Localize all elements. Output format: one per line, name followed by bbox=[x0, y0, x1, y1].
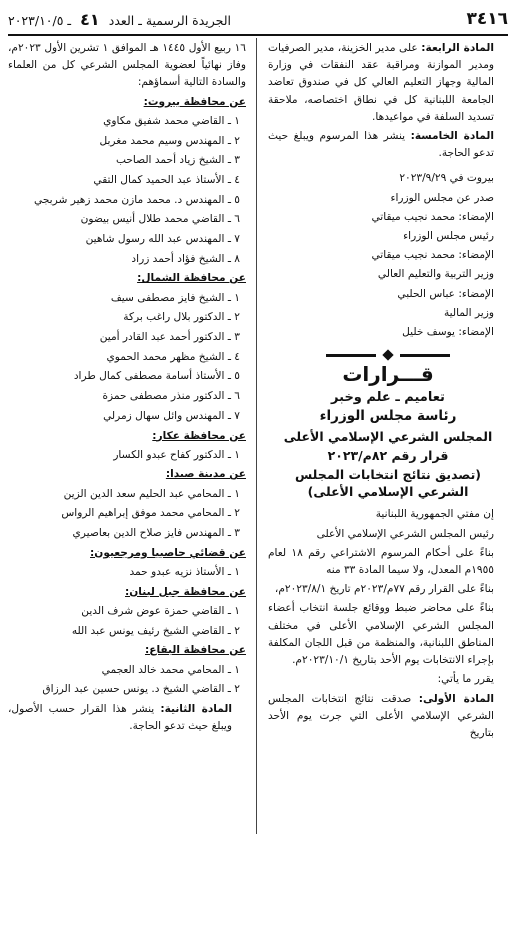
ornament-bar bbox=[400, 354, 450, 357]
gazette-title-group bbox=[8, 10, 231, 29]
list-item: ١ ـ الدكتور كفاح عبدو الكسار bbox=[113, 448, 240, 461]
decisions-subtitle: تعاميم ـ علم وخبر bbox=[331, 390, 445, 406]
list-item: ٨ ـ الشيخ فؤاد أحمد زراد bbox=[131, 252, 240, 265]
signature-line: صدر عن مجلس الوزراء bbox=[390, 191, 494, 204]
page-number: ٣٤١٦ bbox=[466, 9, 508, 29]
decision-subject: (تصديق نتائج انتخابات المجلس الشرعي الإسلامي الأعلى) bbox=[294, 467, 482, 500]
list-item: ١ ـ الشيخ فايز مصطفى سيف bbox=[110, 291, 240, 304]
list-item: ٥ ـ المهندس د. محمد مازن محمد زهير شربجي bbox=[34, 193, 240, 206]
list-item: ١ ـ القاضي محمد شفيق مكاوي bbox=[103, 114, 240, 127]
section-heading: عن محافظة جبل لبنان: bbox=[125, 585, 246, 598]
based-on-clause: بناءً على محاضر ضبط ووقائع جلسة انتخاب أعضاء المجلس الشرعي الإسلامي الأعلى في مختلف المناطق اللبنانية، والمنظمة من قبل اللجان المكلفة بإجراء الانتخابات يوم الأحد بتاريخ ٢٠٢٣/١٠/١م. bbox=[268, 602, 494, 667]
based-on-clause: بناءً على القرار رقم ٧٧م/٢٠٢٣م تاريخ ٢٠٢٣/٨/١م، bbox=[274, 583, 494, 596]
list-item: ٢ ـ المهندس وسيم محمد مغربل bbox=[99, 134, 240, 147]
section-north bbox=[8, 270, 246, 425]
section-beirut bbox=[8, 94, 246, 268]
gazette-title: الجريدة الرسمية ـ العدد bbox=[108, 12, 231, 28]
decides-line: يقرر ما يأتي: bbox=[437, 673, 494, 686]
members-intro: ١٦ ربيع الأول ١٤٤٥ هـ الموافق ١ تشرين الأول ٢٠٢٣م، وفاز نهائياً لعضوية المجلس الشرعي كل من العلماء والسادة التالية أسماؤهم: bbox=[8, 42, 246, 89]
list-item: ٢ ـ القاضي الشيخ رئيف يونس عبد الله bbox=[71, 624, 240, 637]
article-5 bbox=[268, 128, 508, 162]
members-list bbox=[8, 113, 246, 268]
based-on-clause: بناءً على أحكام المرسوم الاشتراعي رقم ١٨ لعام ١٩٥٥م المعدل، ولا سيما المادة ٣٣ منه bbox=[268, 546, 494, 577]
list-item: ٧ ـ المهندس عبد الله رسول شاهين bbox=[85, 233, 240, 246]
list-item: ٢ ـ الدكتور بلال راغب بركة bbox=[123, 311, 240, 324]
article-4 bbox=[268, 40, 508, 126]
signature-line: وزير المالية bbox=[443, 306, 494, 319]
section-bekaa bbox=[8, 642, 246, 698]
intro-line: إن مفتي الجمهورية اللبنانية bbox=[375, 508, 494, 521]
presidency-heading: رئاسة مجلس الوزراء bbox=[319, 408, 457, 425]
issue-number: ٤١ bbox=[80, 9, 100, 29]
list-item: ٤ ـ الشيخ مظهر محمد الحموي bbox=[106, 350, 240, 363]
decision-number: قرار رقم ٨٢م/٢٠٢٣ bbox=[327, 447, 449, 463]
section-heading: عن مدينة صيدا: bbox=[165, 468, 246, 481]
members-list bbox=[8, 564, 246, 581]
list-item: ٥ ـ الأستاذ أسامة مصطفى كمال طراد bbox=[73, 370, 240, 383]
section-heading: عن محافظة بيروت: bbox=[143, 95, 246, 108]
list-item: ٣ ـ المهندس فايز صلاح الدين بعاصيري bbox=[72, 527, 240, 540]
list-item: ١ ـ المحامي عبد الحليم سعد الدين الزين bbox=[63, 487, 240, 500]
signatures-block bbox=[268, 190, 508, 342]
intro-line: رئيس المجلس الشرعي الإسلامي الأعلى bbox=[316, 527, 494, 540]
header-rule bbox=[8, 34, 508, 36]
ornament-diamond bbox=[382, 350, 393, 361]
list-item: ٢ ـ القاضي الشيخ د. يونس حسين عبد الرزاق bbox=[42, 683, 240, 696]
signature-line: الإمضاء: عباس الحلبي bbox=[397, 287, 494, 300]
members-list bbox=[8, 486, 246, 543]
column-separator bbox=[256, 38, 257, 834]
members-list bbox=[8, 662, 246, 699]
section-saida bbox=[8, 466, 246, 542]
list-item: ٢ ـ المحامي محمد موفق إبراهيم الرواس bbox=[61, 507, 240, 520]
article-2-label: المادة الثانية: bbox=[160, 702, 232, 715]
left-column bbox=[8, 40, 246, 737]
council-heading: المجلس الشرعي الإسلامي الأعلى bbox=[283, 428, 493, 444]
article-4-text: على مدير الخزينة، مدير الصرفيات ومدير الموازنة ومراقبة عقد النفقات في وزارة المالية وجهاز التعليم العالي كل في صندوق تعاضد الجامعة اللبنانية كل في نطاق اختصاصه، ملاحقة تسديد السلفة في مواعيدها. bbox=[268, 42, 494, 123]
signature-line: الإمضاء: محمد نجيب ميقاتي bbox=[371, 210, 494, 223]
article-1-label: المادة الأولى: bbox=[418, 692, 494, 705]
article-5-label: المادة الخامسة: bbox=[410, 130, 495, 143]
section-heading: عن محافظة الشمال: bbox=[137, 272, 246, 285]
members-list bbox=[8, 603, 246, 640]
decisions-title: قـــرارات bbox=[342, 362, 434, 387]
article-4-label: المادة الرابعة: bbox=[421, 42, 494, 54]
list-item: ١ ـ الأستاذ نزيه عبدو حمد bbox=[129, 565, 240, 578]
list-item: ٦ ـ الدكتور منذر مصطفى حمزة bbox=[102, 390, 240, 403]
place-date: بيروت في ٢٠٢٣/٩/٢٩ bbox=[399, 172, 494, 185]
signature-line: وزير التربية والتعليم العالي bbox=[377, 268, 494, 281]
section-heading: عن محافظة عكار: bbox=[152, 429, 246, 442]
signature-line: الإمضاء: محمد نجيب ميقاتي bbox=[371, 249, 494, 262]
section-hasbaya-marjayoun bbox=[8, 545, 246, 581]
ornament-divider bbox=[268, 351, 508, 359]
article-1 bbox=[268, 691, 508, 743]
article-1-text: صدقت نتائج انتخابات المجلس الشرعي الإسلامي الأعلى التي جرت يوم الأحد بتاريخ bbox=[268, 692, 494, 739]
list-item: ٣ ـ الشيخ زياد أحمد الصاحب bbox=[115, 154, 240, 167]
issue-date: ـ ٢٠٢٣/١٠/٥ bbox=[8, 12, 72, 28]
list-item: ٧ ـ المهندس وائل سهال زمرلي bbox=[103, 409, 240, 422]
right-column bbox=[268, 40, 508, 744]
signature-line: الإمضاء: يوسف خليل bbox=[402, 326, 494, 339]
list-item: ٦ ـ القاضي محمد طلال أنيس بيضون bbox=[80, 213, 240, 226]
article-2 bbox=[8, 701, 246, 735]
members-list bbox=[8, 290, 246, 425]
page-header bbox=[8, 6, 508, 32]
section-mount-lebanon bbox=[8, 584, 246, 640]
list-item: ٣ ـ الدكتور أحمد عبد القادر أمين bbox=[99, 331, 240, 344]
article-2-text: ينشر هذا القرار حسب الأصول، ويبلغ حيث تدعو الحاجة. bbox=[8, 702, 232, 733]
members-list bbox=[8, 447, 246, 464]
section-heading: عن قضائي حاصبيا ومرجعيون: bbox=[90, 546, 246, 559]
article-5-text: ينشر هذا المرسوم ويبلغ حيث تدعو الحاجة. bbox=[268, 130, 494, 160]
signature-line: رئيس مجلس الوزراء bbox=[403, 230, 494, 243]
list-item: ٤ ـ الأستاذ عبد الحميد كمال التقي bbox=[93, 173, 240, 186]
ornament-bar bbox=[326, 354, 376, 357]
list-item: ١ ـ القاضي حمزة عوض شرف الدين bbox=[81, 604, 240, 617]
section-heading: عن محافظة البقاع: bbox=[144, 644, 246, 657]
list-item: ١ ـ المحامي محمد خالد العجمي bbox=[101, 663, 240, 676]
section-akkar bbox=[8, 428, 246, 464]
